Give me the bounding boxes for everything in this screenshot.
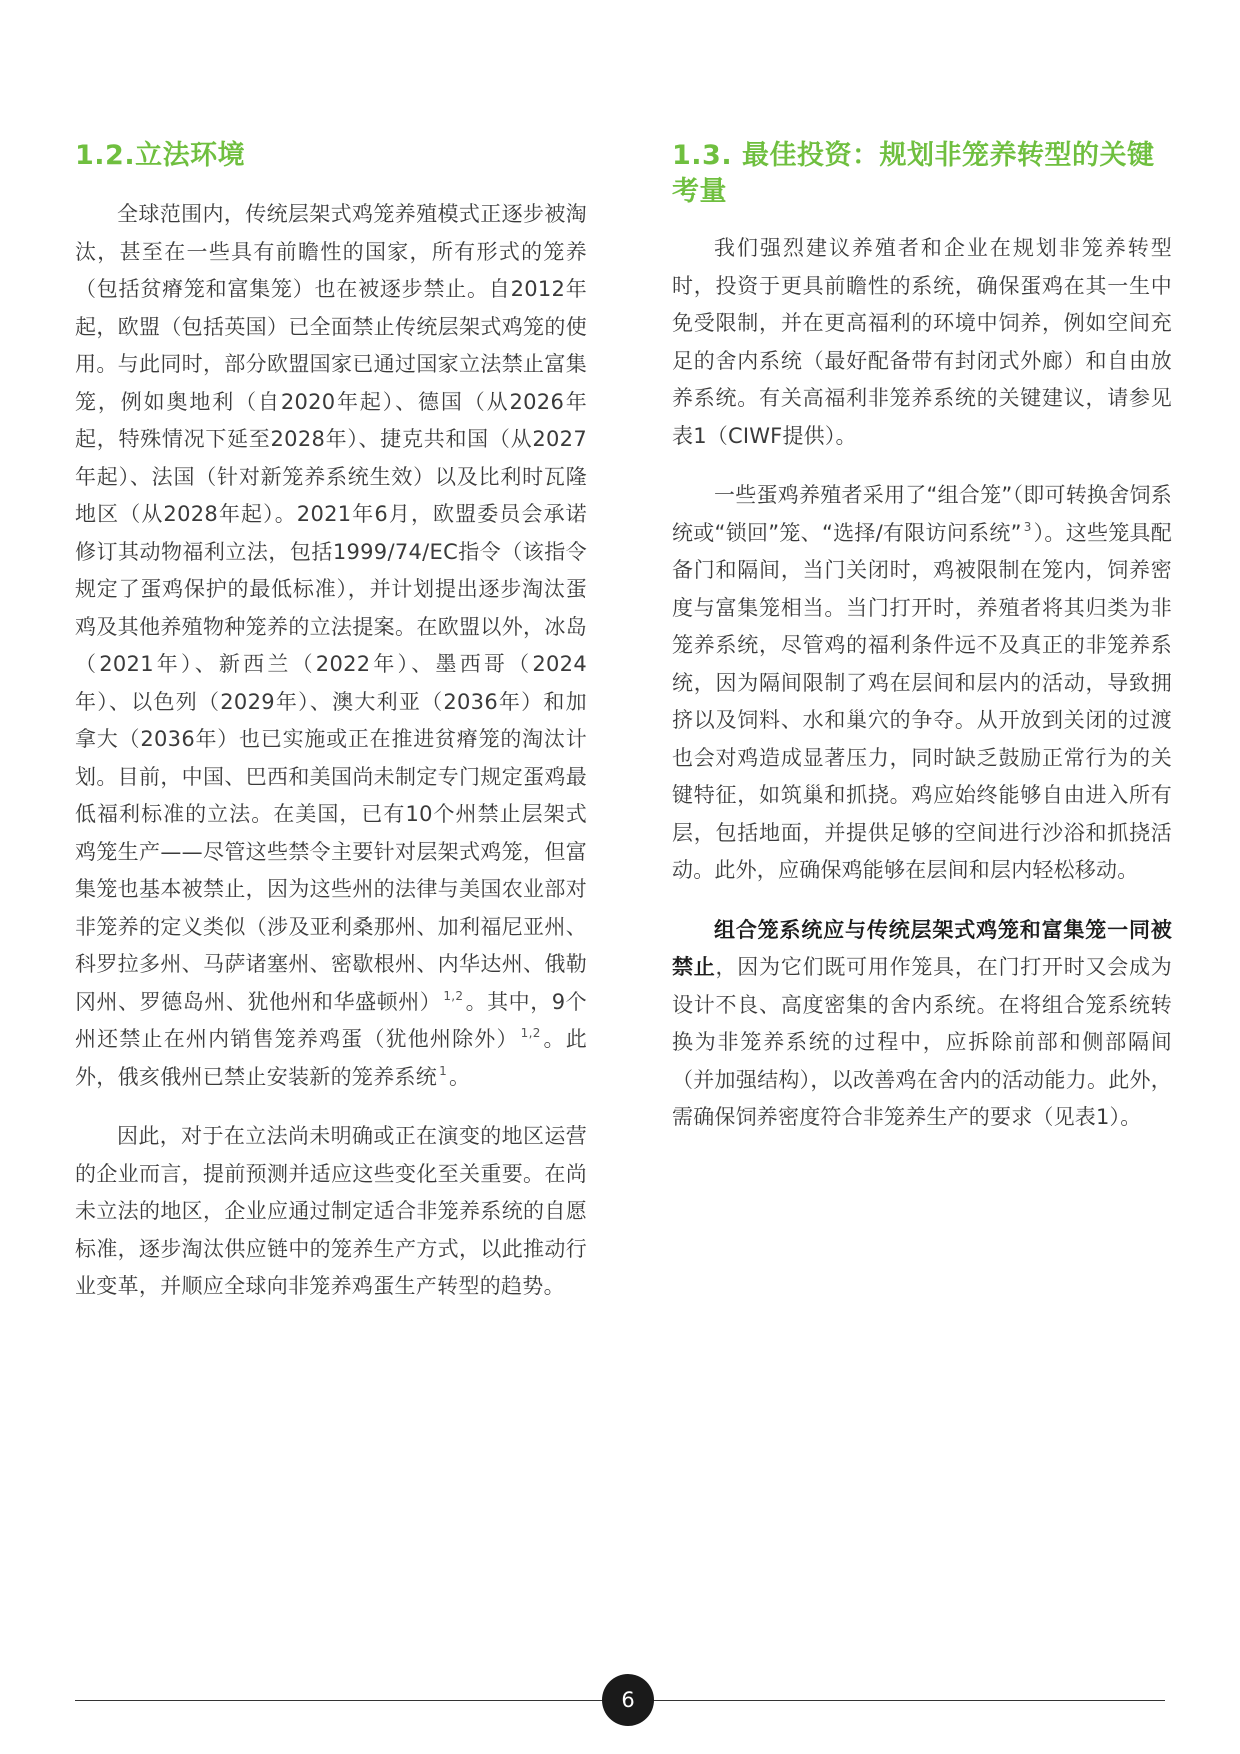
section-title-investment: 1.3. 最佳投资：规划非笼养转型的关键考量 (672, 140, 1155, 207)
text-run: 。 (449, 1064, 471, 1089)
footnote-ref: 3 (1023, 519, 1032, 534)
text-run: 一些蛋鸡养殖者采用了“组合笼”（即可转换舍饲系统或“锁回”笼、“选择/有限访问系统” (672, 483, 1172, 545)
bold-statement: 组合笼系统应与传统层架式鸡笼和富集笼一同被禁止 (672, 917, 1172, 979)
investment-paragraph-3 (672, 912, 1172, 1137)
left-column (75, 138, 587, 1328)
investment-paragraph-2 (672, 477, 1172, 890)
footnote-ref: 1 (439, 1063, 448, 1078)
text-run: 全球范围内，传统层架式鸡笼养殖模式正逐步被淘汰，甚至在一些具有前瞻性的国家，所有形式的笼养（包括贫瘠笼和富集笼）也在被逐步禁止。自2012年起，欧盟（包括英国）已全面禁止传统层架式鸡笼的使用。与此同时，部分欧盟国家已通过国家立法禁止富集笼，例如奥地利（自2020年起）、德国（从2026年起，特殊情况下延至2028年）、捷克共和国（从2027年起）、法国（针对新笼养系统生效）以及比利时瓦隆地区（从2028年起）。2021年6月，欧盟委员会承诺修订其动物福利立法，包括1999/74/EC指令（该指令规定了蛋鸡保护的最低标准），并计划提出逐步淘汰蛋鸡及其他养殖物种笼养的立法提案。在欧盟以外，冰岛（2021年）、新西兰（2022年）、墨西哥（2024年）、以色列（2029年）、澳大利亚（2036年）和加拿大（2036年）也已实施或正在推进贫瘠笼的淘汰计划。目前，中国、巴西和美国尚未制定专门规定蛋鸡最低福利标准的立法。在美国，已有10个州禁止层架式鸡笼生产——尽管这些禁令主要针对层架式鸡笼，但富集笼也基本被禁止，因为这些州的法律与美国农业部对非笼养的定义类似（涉及亚利桑那州、加利福尼亚州、科罗拉多州、马萨诸塞州、密歇根州、内华达州、俄勒冈州、罗德岛州、犹他州和华盛顿州） (75, 202, 587, 1014)
page-number-badge: 6 (602, 1674, 654, 1726)
investment-paragraph-1: 我们强烈建议养殖者和企业在规划非笼养转型时，投资于更具前瞻性的系统，确保蛋鸡在其一生中免受限制，并在更高福利的环境中饲养，例如空间充足的舍内系统（最好配备带有封闭式外廊）和自由放养系统。有关高福利非笼养系统的关键建议，请参见表1（CIWF提供）。 (672, 236, 1172, 448)
legislation-paragraph-2: 因此，对于在立法尚未明确或正在演变的地区运营的企业而言，提前预测并适应这些变化至关重要。在尚未立法的地区，企业应通过制定适合非笼养系统的自愿标准，逐步淘汰供应链中的笼养生产方式，以此推动行业变革，并顺应全球向非笼养鸡蛋生产转型的趋势。 (75, 1124, 587, 1298)
text-run: 。此外，俄亥俄州已禁止安装新的笼养系统 (75, 1027, 587, 1089)
footnote-ref: 1,2 (520, 1026, 541, 1040)
right-column (672, 138, 1172, 1159)
section-title-legislation: 1.2.立法环境 (75, 140, 246, 171)
legislation-paragraph-1 (75, 196, 587, 1096)
text-run: 。其中，9个州还禁止在州内销售笼养鸡蛋（犹他州除外） (75, 989, 587, 1051)
footnote-ref: 1,2 (443, 988, 464, 1003)
text-run: ）。这些笼具配备门和隔间，当门关闭时，鸡被限制在笼内，饲养密度与富集笼相当。当门打开时，养殖者将其归类为非笼养系统，尽管鸡的福利条件远不及真正的非笼养系统，因为隔间限制了鸡在层间和层内的活动，导致拥挤以及饲料、水和巢穴的争夺。从开放到关闭的过渡也会对鸡造成显著压力，同时缺乏鼓励正常行为的关键特征，如筑巢和抓挠。鸡应始终能够自由进入所有层，包括地面，并提供足够的空间进行沙浴和抓挠活动。此外，应确保鸡能够在层间和层内轻松移动。 (672, 520, 1172, 882)
text-run: ，因为它们既可用作笼具，在门打开时又会成为设计不良、高度密集的舍内系统。在将组合笼系统转换为非笼养系统的过程中，应拆除前部和侧部隔间（并加强结构），以改善鸡在舍内的活动能力。此外，需确保饲养密度符合非笼养生产的要求（见表1）。 (672, 955, 1172, 1129)
